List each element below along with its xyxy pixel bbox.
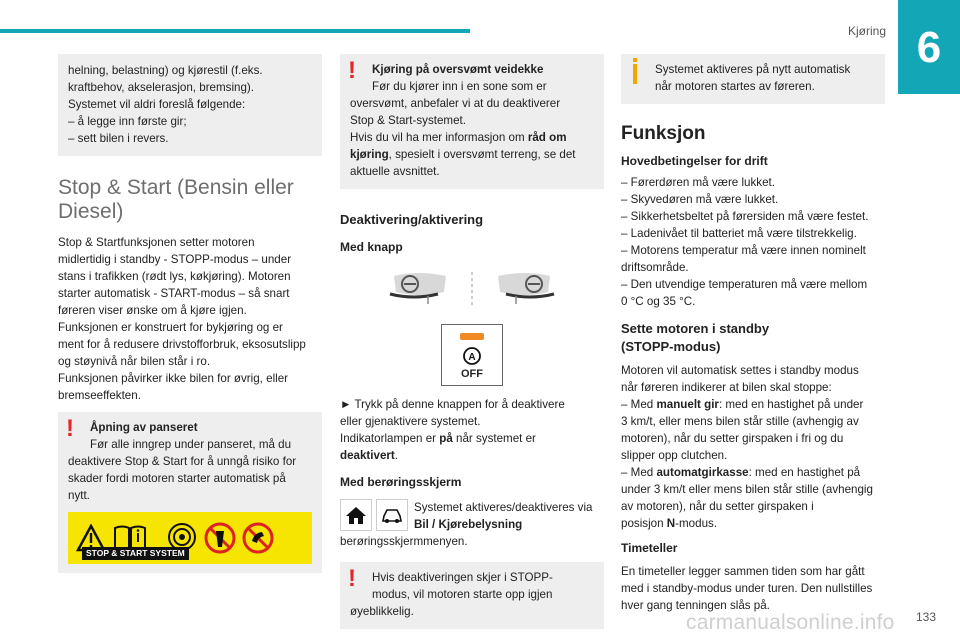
stop-start-body <box>58 234 322 404</box>
touch-icons <box>340 499 408 531</box>
condition-item: 0 °C og 35 °C. <box>621 295 696 308</box>
no-hand-icon <box>242 521 274 555</box>
info-line: Systemet aktiveres på nytt automatisk <box>655 63 851 76</box>
condition-item: – Førerdøren må være lukket. <box>621 176 775 189</box>
timer-line: hver gang tenningen slås på. <box>621 599 770 612</box>
body-line: starter automatisk - START-modus – så snart <box>58 287 290 300</box>
hood-warning-box <box>58 412 322 573</box>
intro-line: – sett bilen i revers. <box>68 132 169 145</box>
dashboard-icon <box>340 268 604 310</box>
home-icon[interactable] <box>340 499 372 531</box>
text-span: – Med <box>621 466 657 479</box>
car-icon-glyph <box>380 506 404 524</box>
text-span: . <box>394 449 399 462</box>
column-3 <box>621 54 885 614</box>
condition-item: driftsområde. <box>621 261 689 274</box>
timer-subheading: Timeteller <box>621 541 678 555</box>
body-line: bremseeffekten. <box>58 389 141 402</box>
flooded-warning-line: aktuelle avsnittet. <box>350 165 440 178</box>
driving-link: kjøring <box>350 148 389 161</box>
instruction-line: eller gjenaktivere systemet. <box>340 415 481 428</box>
indicator-lamp <box>460 333 484 340</box>
menu-name: Bil / Kjørebelysning <box>414 518 523 531</box>
standby-warning-box <box>340 562 604 629</box>
text-span: når systemet er <box>452 432 536 445</box>
page-number: 133 <box>915 610 936 624</box>
warning-icon: ! <box>348 565 356 592</box>
touch-line: berøringsskjermmenyen. <box>340 535 468 548</box>
hood-warning-title: Åpning av panseret <box>90 421 198 434</box>
timer-body <box>621 563 885 614</box>
standby-warning-line: øyeblikkelig. <box>350 605 414 618</box>
body-line: Funksjonen påvirker ikke bilen for øvrig, eller <box>58 372 289 385</box>
text-span: : med en hastighet på <box>748 466 861 479</box>
info-line: når motoren startes av føreren. <box>655 80 815 93</box>
off-label: OFF <box>461 368 483 380</box>
text-span: : med en hastighet på under <box>718 398 864 411</box>
standby-line: Motoren vil automatisk settes i standby modus <box>621 364 859 377</box>
auto-line: under 3 km/t eller mens bilen står stille (avhengig <box>621 483 873 496</box>
warning-icon: ! <box>66 415 74 442</box>
sign-label: STOP & START SYSTEM <box>82 547 189 560</box>
button-instructions <box>340 396 604 464</box>
svg-text:A: A <box>468 352 476 363</box>
column-1 <box>58 54 322 573</box>
stop-start-warning-sign <box>68 512 312 564</box>
deactivation-heading: Deaktivering/aktivering <box>340 212 484 227</box>
hood-warning-line: Før alle inngrep under panseret, må du <box>90 438 292 451</box>
info-icon-dot <box>633 58 637 62</box>
touchscreen-subheading: Med berøringsskjerm <box>340 475 462 489</box>
text-span: Hvis du vil ha mer informasjon om <box>350 131 528 144</box>
flooded-warning-line <box>350 129 594 146</box>
body-line: stans i trafikken (rødt lys, køkjøring). Motoren <box>58 270 291 283</box>
text-span: -modus. <box>675 517 718 530</box>
flooded-warning-line: Før du kjører inn i en sone som er <box>372 80 547 93</box>
chapter-badge: 6 <box>898 0 960 94</box>
body-line: og støynivå når bilen står i ro. <box>58 355 211 368</box>
standby-warning-line: Hvis deaktiveringen skjer i STOPP- <box>372 571 553 584</box>
flooded-warning-line: oversvømt, anbefaler vi at du deaktiverer <box>350 97 561 110</box>
flooded-warning-title: Kjøring på oversvømt veidekke <box>372 63 544 76</box>
touchscreen-block <box>340 499 604 550</box>
flooded-warning-line <box>350 146 594 163</box>
flooded-road-warning <box>340 54 604 189</box>
text-span: – Med <box>621 398 657 411</box>
auto-line <box>621 464 885 481</box>
driving-advice-link: råd om <box>527 131 567 144</box>
manual-line: slipper opp clutchen. <box>621 449 728 462</box>
standby-line: når føreren indikerer at bilen skal stoppe: <box>621 381 832 394</box>
flooded-warning-line: Stop & Start-systemet. <box>350 114 466 127</box>
touch-line: Systemet aktiveres/deaktiveres via <box>414 501 593 514</box>
instruction-line: ► Trykk på denne knappen for å deaktivere <box>340 398 565 411</box>
condition-item: – Sikkerhetsbeltet på førersiden må være festet. <box>621 210 869 223</box>
header-accent-bar <box>0 29 470 33</box>
standby-warning-line: modus, vil motoren starte opp igjen <box>372 588 553 601</box>
standby-body <box>621 362 885 532</box>
text-span: posisjon <box>621 517 664 530</box>
body-line: midlertidig i standby - STOPP-modus – under <box>58 253 292 266</box>
with-button-subheading: Med knapp <box>340 240 403 254</box>
text-bold: automatgirkasse <box>656 466 749 479</box>
condition-item: – Ladenivået til batteriet må være tilstrekkelig. <box>621 227 857 240</box>
timer-line: med i standby-modus under turen. Den nullstilles <box>621 582 873 595</box>
manual-line: motoren), når du setter girspaken i fri og du <box>621 432 844 445</box>
condition-item: – Motorens temperatur må være innen nominelt <box>621 244 866 257</box>
condition-item: – Den utvendige temperaturen må være mellom <box>621 278 868 291</box>
mirrors-illustration <box>340 268 604 310</box>
intro-line: Systemet vil aldri foreslå følgende: <box>68 98 246 111</box>
standby-heading: Sette motoren i standby (STOPP-modus) <box>621 321 770 354</box>
auto-line: av motoren), når du setter girspaken i <box>621 500 814 513</box>
body-line: Funksjonen er konstruert for bykjøring og er <box>58 321 283 334</box>
auto-line <box>621 515 885 532</box>
no-touch-fan-icon <box>204 521 236 555</box>
text-bold: deaktivert <box>340 449 395 462</box>
intro-line: – å legge inn første gir; <box>68 115 187 128</box>
text-bold: på <box>439 432 453 445</box>
indicator-line <box>340 430 604 447</box>
intro-line: helning, belastning) og kjørestil (f.eks. <box>68 64 263 77</box>
car-icon[interactable] <box>376 499 408 531</box>
text-bold: manuelt gir <box>656 398 719 411</box>
indicator-line <box>340 447 604 464</box>
column-2 <box>340 54 604 629</box>
hood-warning-line: nytt. <box>68 489 90 502</box>
auto-stop-icon <box>461 345 483 367</box>
manual-line <box>621 396 885 413</box>
body-line: føreren viser ønske om å kjøre igjen. <box>58 304 247 317</box>
stop-start-heading: Stop & Start (Bensin eller Diesel) <box>58 176 294 223</box>
hood-warning-line: skader fordi motoren starter automatisk på <box>68 472 286 485</box>
watermark: carmanualsonline.info <box>686 611 895 634</box>
condition-item: – Skyvedøren må være lukket. <box>621 193 779 206</box>
body-line: ment for å redusere drivstofforbruk, eksosutslipp <box>58 338 306 351</box>
timer-line: En timeteller legger sammen tiden som har gått <box>621 565 865 578</box>
section-title: Kjøring <box>847 24 886 38</box>
stop-start-off-button[interactable] <box>441 324 503 386</box>
home-icon-glyph <box>345 505 367 525</box>
conditions-list <box>621 174 885 310</box>
intro-line: kraftbehov, akselerasjon, bremsing). <box>68 81 255 94</box>
body-line: Stop & Startfunksjonen setter motoren <box>58 236 255 249</box>
text-span: Indikatorlampen er <box>340 432 440 445</box>
main-conditions-subheading: Hovedbetingelser for drift <box>621 154 768 168</box>
function-heading: Funksjon <box>621 123 706 144</box>
hood-warning-line: deaktivere Stop & Start for å unngå risiko for <box>68 455 297 468</box>
text-span: , spesielt i oversvømt terreng, se det <box>388 148 576 161</box>
intro-box <box>58 54 322 156</box>
manual-line: 3 km/t, eller mens bilen står stille (avhengig av <box>621 415 859 428</box>
info-box <box>621 54 885 104</box>
info-icon <box>633 64 637 84</box>
warning-icon: ! <box>348 57 356 84</box>
text-bold: N <box>666 517 676 530</box>
